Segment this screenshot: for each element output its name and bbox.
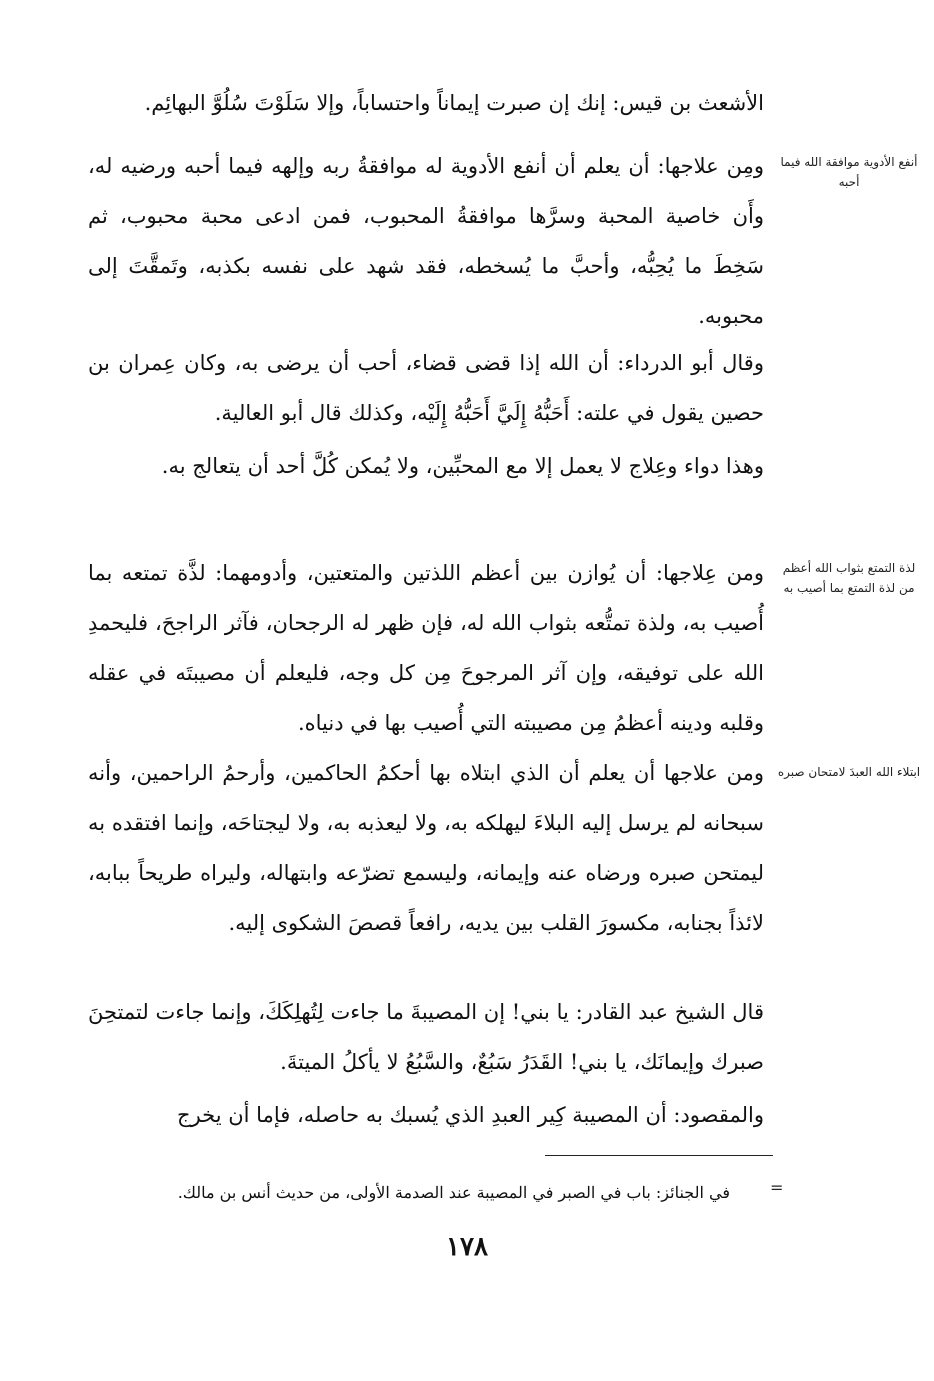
paragraph-4: وهذا دواء وعِلاج لا يعمل إلا مع المحبِّين، ولا يُمكن كُلَّ أحد أن يتعالج به. bbox=[161, 454, 764, 478]
footnote: في الجنائز: باب في الصبر في المصيبة عند الصدمة الأولى، من حديث أنس بن مالك. bbox=[177, 1183, 730, 1202]
paragraph-3: وقال أبو الدرداء: أن الله إذا قضى قضاء، أحب أن يرضى به، وكان عِمران بن حصين يقول في علته: أَحَبُّهُ إِلَيَّ أَحَبُّهُ إِلَيْه، وكذلك قال أبو العالية. bbox=[88, 351, 764, 425]
page-number: ١٧٨ bbox=[446, 1232, 488, 1262]
paragraph-2: ومِن علاجها: أن يعلم أن أنفع الأدوية له موافقةُ ربه وإلهه فيما أحبه ورضيه له، وأَن خاصية المحبة وسرَّها موافقةُ المحبوب، فمن ادعى محبة محبوب، ثم سَخِطَ ما يُحِبُّه، وأحبَّ ما يُسخطه، فقد شهد على نفسه بكذبه، وتَمقَّتَ إلى محبوبه. bbox=[88, 154, 764, 328]
paragraph-1: الأشعث بن قيس: إنك إن صبرت إيماناً واحتساباً، وإلا سَلَوْتَ سُلُوَّ البهائِم. bbox=[144, 91, 764, 115]
paragraph-5: ومن عِلاجها: أن يُوازن بين أعظم اللذتين والمتعتين، وأدومهما: لذَّة تمتعه بما أُصيب به، ولذة تمتُّعه بثواب الله له، فإن ظهر له الرجحان، فآثر الراجحَ، فليحمدِ الله على توفيقه، وإن آثر المرجوحَ مِن كل وجه، فليعلم أن مصيبتَه في عقله وقلبه ودينه أعظمُ مِن مصيبته التي أُصيب بها في دنياه. bbox=[88, 561, 764, 735]
side-note-3: ابتلاء الله العبدَ لامتحان صبره bbox=[777, 765, 921, 779]
side-note-1: أنفع الأدوية موافقة الله فيما أحبه bbox=[780, 155, 918, 189]
paragraph-7: قال الشيخ عبد القادر: يا بني! إن المصيبةَ ما جاءت لِتُهلِكَكَ، وإنما جاءت لتمتحِنَ صبرك وإيمانَك، يا بني! القَدَرُ سَبُعٌ، والسَّبُعُ لا يأكلُ الميتةَ. bbox=[88, 1000, 764, 1074]
side-note-2: لذة التمتع بثواب الله أعظم من لذة التمتع بما أصيب به bbox=[782, 561, 916, 595]
footnote-marker: = bbox=[770, 1178, 784, 1197]
paragraph-6: ومن علاجها أن يعلم أن الذي ابتلاه بها أحكمُ الحاكمين، وأرحمُ الراحمين، وأنه سبحانه لم يرسل إليه البلاءَ ليهلكه به، ولا ليعذبه به، ولا ليجتاحَه، وإنما افتقده به ليمتحن صبره ورضاه عنه وإيمانه، وليسمع تضرّعه وابتهاله، وليراه طريحاً ببابه، لائذاً بجنابه، مكسورَ القلب بين يديه، رافعاً قصصَ الشكوى إليه. bbox=[88, 761, 764, 935]
paragraph-8: والمقصود: أن المصيبة كِير العبدِ الذي يُسبك به حاصله، فإما أن يخرج bbox=[177, 1103, 764, 1127]
footnote-divider bbox=[545, 1155, 773, 1156]
